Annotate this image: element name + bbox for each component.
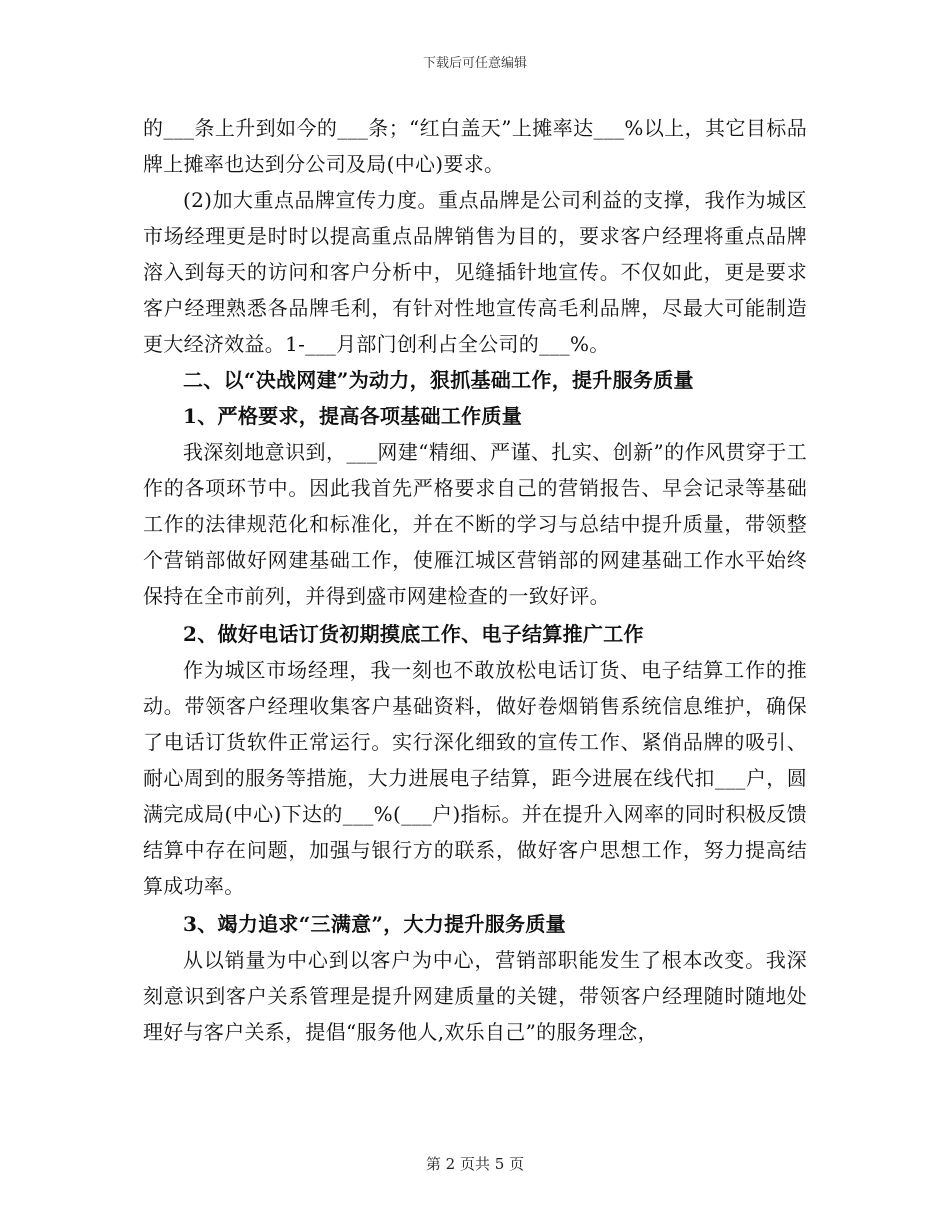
document-body bbox=[143, 110, 807, 1050]
section-heading-2: 二、以“决战网建”为动力，狠抓基础工作，提升服务质量 bbox=[183, 368, 694, 392]
paragraph-basic-work: 我深刻地意识到，___网建“精细、严谨、扎实、创新”的作风贯穿于工作的各项环节中。因此我首先严格要求自己的营销报告、早会记录等基础工作的法律规范化和标准化，并在不断的学习与总结中提升质量，带领整个营销部做好网建基础工作，使雁江城区营销部的网建基础工作水平始终保持在全市前列，并得到盛市网建检查的一致好评。 bbox=[143, 440, 807, 608]
page-footer: 第 2 页共 5 页 bbox=[425, 1155, 525, 1173]
paragraph-continuation: 的___条上升到如今的___条；“红白盖天”上摊率达___%以上，其它目标品牌上摊率也达到分公司及局(中心)要求。 bbox=[143, 116, 807, 176]
subheading-2: 2、做好电话订货初期摸底工作、电子结算推广工作 bbox=[183, 622, 644, 646]
paragraph-phone-order: 作为城区市场经理，我一刻也不敢放松电话订货、电子结算工作的推动。带领客户经理收集客户基础资料，做好卷烟销售系统信息维护，确保了电话订货软件正常运行。实行深化细致的宣传工作、紧俏品牌的吸引、耐心周到的服务等措施，大力进展电子结算，距今进展在线代扣___户，圆满完成局(中心)下达的___%(___户)指标。并在提升入网率的同时积极反馈结算中存在问题，加强与银行方的联系，做好客户思想工作，努力提高结算成功率。 bbox=[143, 658, 807, 898]
subheading-1: 1、严格要求，提高各项基础工作质量 bbox=[183, 404, 523, 428]
page-header: 下载后可任意编辑 bbox=[422, 56, 527, 71]
paragraph-service-quality: 从以销量为中心到以客户为中心，营销部职能发生了根本改变。我深刻意识到客户关系管理是提升网建质量的关键，带领客户经理随时随地处理好与客户关系，提倡“服务他人,欢乐自己”的服务理念， bbox=[143, 948, 807, 1044]
subheading-3: 3、竭力追求“三满意”，大力提升服务质量 bbox=[183, 912, 566, 936]
paragraph-brand-promotion: (2)加大重点品牌宣传力度。重点品牌是公司利益的支撑，我作为城区市场经理更是时时以提高重点品牌销售为目的，要求客户经理将重点品牌溶入到每天的访问和客户分析中，见缝插针地宣传。不仅如此，更是要求客户经理熟悉各品牌毛利，有针对性地宣传高毛利品牌，尽最大可能制造更大经济效益。1-___月部门创利占全公司的___%。 bbox=[143, 188, 807, 356]
